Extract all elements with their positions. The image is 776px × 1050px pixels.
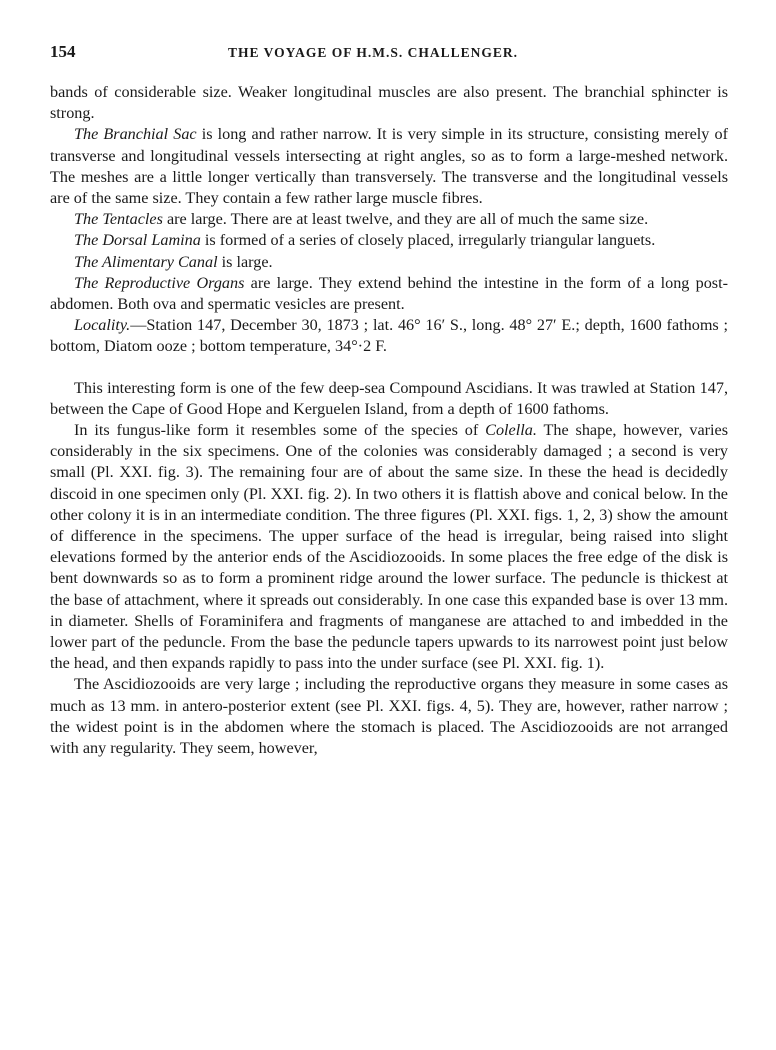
paragraph-ascidiozooids bbox=[50, 674, 728, 759]
section-title: The Reproductive Organs bbox=[74, 273, 245, 292]
section-title: The Branchial Sac bbox=[74, 125, 197, 144]
paragraph-text: are large. There are at least twelve, and they are all of much the same size. bbox=[162, 210, 649, 229]
paragraph-text: are large. They extend behind the intestine in the form of a long post-abdomen. Both ova and spermatic vesicles are present. bbox=[50, 273, 728, 314]
paragraph-deep-sea-form bbox=[50, 378, 728, 420]
paragraph-text: The shape, however, varies considerably in the six specimens. One of the colonies was considerably damaged ; a second is very small (Pl. XXI. fig. 3). The remaining four are of about the same size. In these the head is decidedly discoid in one specimen only (Pl. XXI. fig. 2). In two others it is flattish above and conical below. In the other colony it is in an intermediate condition. The three figures (Pl. XXI. figs. 1, 2, 3) show the amount of difference in the specimens. The upper surface of the head is irregular, being raised into slight elevations formed by the anterior ends of the Ascidiozooids. In some places the free edge of the disk is bent downwards so as to form a prominent ridge around the lower surface. The peduncle is thickest at the base of attachment, where it spreads out considerably. In one case this expanded base is over 13 mm. in diameter. Shells of Foraminifera and fragments of manganese are attached to and imbedded in the lower part of the peduncle. From the base the peduncle tapers upwards to its narrowest point just below the head, and then expands rapidly to pass into the under surface (see Pl. XXI. fig. 1). bbox=[50, 421, 728, 673]
section-title: The Tentacles bbox=[74, 210, 163, 229]
paragraph-fungus-form bbox=[50, 420, 728, 674]
paragraph-text: In its fungus-like form it resembles some of the species of bbox=[74, 421, 486, 440]
section-title: The Dorsal Lamina bbox=[74, 231, 201, 250]
section-title: Locality. bbox=[74, 316, 131, 335]
section-gap bbox=[50, 358, 728, 378]
page-header bbox=[50, 42, 728, 68]
paragraph-tentacles bbox=[50, 209, 728, 230]
paragraph-dorsal-lamina bbox=[50, 230, 728, 251]
paragraph-muscles bbox=[50, 82, 728, 124]
paragraph-alimentary-canal bbox=[50, 252, 728, 273]
genus-name: Colella. bbox=[485, 421, 537, 440]
page-number: 154 bbox=[50, 42, 76, 61]
running-title: THE VOYAGE OF H.M.S. CHALLENGER. bbox=[228, 45, 519, 60]
paragraph-reproductive-organs bbox=[50, 273, 728, 315]
paragraph-locality bbox=[50, 315, 728, 357]
paragraph-text: bands of considerable size. Weaker longitudinal muscles are also present. The branchial sphincter is strong. bbox=[50, 83, 728, 123]
paragraph-text: —Station 147, December 30, 1873 ; lat. 46° 16′ S., long. 48° 27′ E.; depth, 1600 fathoms ; bottom, Diatom ooze ; bottom temperature, 34°·2 F. bbox=[50, 316, 728, 356]
paragraph-text: is long and rather narrow. It is very simple in its structure, consisting merely of transverse and longitudinal vessels intersecting at right angles, so as to form a large-meshed network. The meshes are a little longer vertically than transversely. The transverse and the longitudinal vessels are of the same size. They contain a few rather large muscle fibres. bbox=[50, 125, 728, 208]
paragraph-branchial-sac bbox=[50, 124, 728, 209]
paragraph-text: The Ascidiozooids are very large ; including the reproductive organs they measure in some cases as much as 13 mm. in antero-posterior extent (see Pl. XXI. figs. 4, 5). They are, however, rather narrow ; the widest point is in the abdomen where the stomach is placed. The Ascidiozooids are not arranged with any regularity. They seem, however, bbox=[50, 675, 728, 758]
page bbox=[50, 42, 728, 759]
section-title: The Alimentary Canal bbox=[74, 252, 218, 271]
paragraph-text: is formed of a series of closely placed, irregularly triangular languets. bbox=[200, 231, 656, 250]
paragraph-text: This interesting form is one of the few deep-sea Compound Ascidians. It was trawled at Station 147, between the Cape of Good Hope and Kerguelen Island, from a depth of 1600 fathoms. bbox=[50, 378, 728, 418]
paragraph-text: is large. bbox=[217, 252, 273, 271]
